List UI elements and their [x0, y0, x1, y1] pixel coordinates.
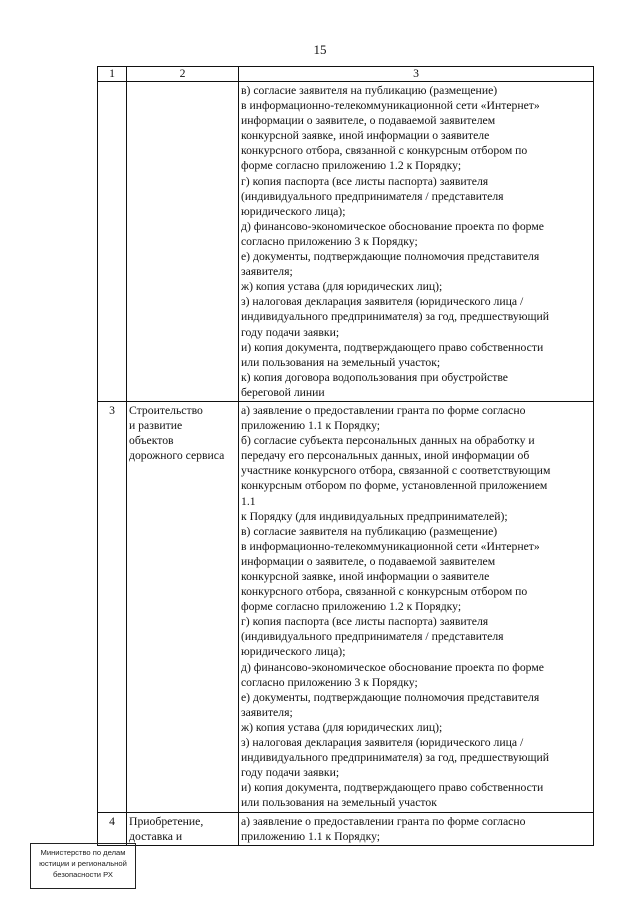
column-header-number: 1 [98, 67, 127, 82]
column-header-name: 2 [127, 67, 239, 82]
document-item-line: береговой линии [241, 385, 325, 399]
document-item-line: к Порядку (для индивидуальных предпринимателей); [241, 509, 508, 523]
document-item-line: (индивидуального предпринимателя / представителя [241, 630, 504, 644]
row-required-documents [239, 401, 594, 812]
document-item-line: приложению 1.1 к Порядку; [241, 829, 381, 843]
document-item-line: или пользования на земельный участок [241, 796, 437, 810]
document-item-line: г) копия паспорта (все листы паспорта) заявителя [241, 174, 489, 188]
document-item-line: в информационно-телекоммуникационной сети «Интернет» [241, 539, 540, 553]
document-item-line: индивидуального предпринимателя) за год, предшествующий [241, 751, 549, 765]
activity-name-line: дорожного сервиса [129, 449, 225, 463]
document-item-line: конкурсным отбором по форме, установленной приложением [241, 479, 548, 493]
row-number: 4 [98, 812, 127, 845]
row-number: 3 [98, 401, 127, 812]
table-row [98, 812, 594, 845]
document-item-line: форме согласно приложению 1.2 к Порядку; [241, 600, 462, 614]
document-item-line: году подачи заявки; [241, 766, 340, 780]
stamp-line: Министерство по делам [40, 848, 126, 857]
document-item-line: е) документы, подтверждающие полномочия представителя [241, 690, 540, 704]
document-item-line: согласно приложению 3 к Порядку; [241, 234, 418, 248]
document-item-line: в) согласие заявителя на публикацию (размещение) [241, 524, 498, 538]
activity-name-line: Приобретение, [129, 814, 204, 828]
document-item-line: е) документы, подтверждающие полномочия представителя [241, 250, 540, 264]
document-item-line: конкурсной заявке, иной информации о заявителе [241, 129, 490, 143]
document-item-line: конкурсного отбора, связанной с конкурсным отбором по [241, 144, 528, 158]
document-item-line: конкурсной заявке, иной информации о заявителе [241, 570, 490, 583]
document-item-line: к) копия договора водопользования при обустройстве [241, 370, 508, 384]
table-header-row [98, 67, 594, 82]
document-item-line: конкурсного отбора, связанной с конкурсным отбором по [241, 585, 528, 599]
document-item-line: 1.1 [241, 494, 256, 508]
activity-name-line: Строительство [129, 403, 203, 417]
document-item-line: участнике конкурсного отбора, связанной с соответствующим [241, 464, 551, 478]
document-item-line: д) финансово-экономическое обоснование проекта по форме [241, 660, 544, 674]
document-item-line: з) налоговая декларация заявителя (юридического лица / [241, 295, 524, 309]
stamp-line: безопасности РХ [53, 870, 113, 879]
activity-name-line: и развитие [129, 419, 183, 433]
document-item-line: индивидуального предпринимателя) за год, предшествующий [241, 310, 549, 324]
ministry-stamp [30, 843, 136, 889]
row-activity-name [127, 401, 239, 812]
document-item-line: а) заявление о предоставлении гранта по форме согласно [241, 814, 526, 828]
document-item-line: году подачи заявки; [241, 325, 340, 339]
document-item-line: б) согласие субъекта персональных данных на обработку и [241, 434, 535, 448]
document-item-line: юридического лица); [241, 645, 346, 659]
document-item-line: заявителя; [241, 265, 293, 279]
row-required-documents [239, 82, 594, 402]
document-item-line: юридического лица); [241, 204, 346, 218]
document-item-line: передачу его персональных данных, иной информации об [241, 449, 530, 463]
document-item-line: и) копия документа, подтверждающего право собственности [241, 340, 544, 354]
document-item-line: и) копия документа, подтверждающего право собственности [241, 781, 544, 795]
document-item-line: ж) копия устава (для юридических лиц); [241, 720, 443, 734]
document-item-line: информации о заявителе, о подаваемой заявителем [241, 554, 496, 568]
stamp-line: юстиции и региональной [39, 859, 127, 868]
document-item-line: согласно приложению 3 к Порядку; [241, 675, 418, 689]
row-activity-name [127, 812, 239, 845]
document-item-line: заявителя; [241, 705, 293, 719]
document-item-line: д) финансово-экономическое обоснование проекта по форме [241, 219, 544, 233]
document-item-line: или пользования на земельный участок; [241, 355, 441, 369]
document-item-line: (индивидуального предпринимателя / представителя [241, 189, 504, 203]
column-header-documents: 3 [239, 67, 594, 82]
row-activity-name [127, 82, 239, 402]
document-item-line: з) налоговая декларация заявителя (юридического лица / [241, 736, 524, 750]
document-item-line: г) копия паспорта (все листы паспорта) заявителя [241, 615, 489, 629]
row-number [98, 82, 127, 402]
document-table [97, 66, 594, 846]
page-number: 15 [313, 42, 327, 57]
document-item-line: а) заявление о предоставлении гранта по форме согласно [241, 403, 526, 417]
table-row [98, 82, 594, 402]
document-item-line: информации о заявителе, о подаваемой заявителем [241, 114, 496, 128]
row-required-documents [239, 812, 594, 845]
activity-name-line: доставка и [129, 829, 183, 843]
table-row [98, 401, 594, 812]
document-item-line: в информационно-телекоммуникационной сети «Интернет» [241, 99, 540, 113]
activity-name-line: объектов [129, 434, 174, 448]
document-item-line: ж) копия устава (для юридических лиц); [241, 280, 443, 294]
document-item-line: приложению 1.1 к Порядку; [241, 419, 381, 433]
table-body [98, 82, 594, 846]
document-item-line: в) согласие заявителя на публикацию (размещение) [241, 84, 498, 97]
document-item-line: форме согласно приложению 1.2 к Порядку; [241, 159, 462, 173]
